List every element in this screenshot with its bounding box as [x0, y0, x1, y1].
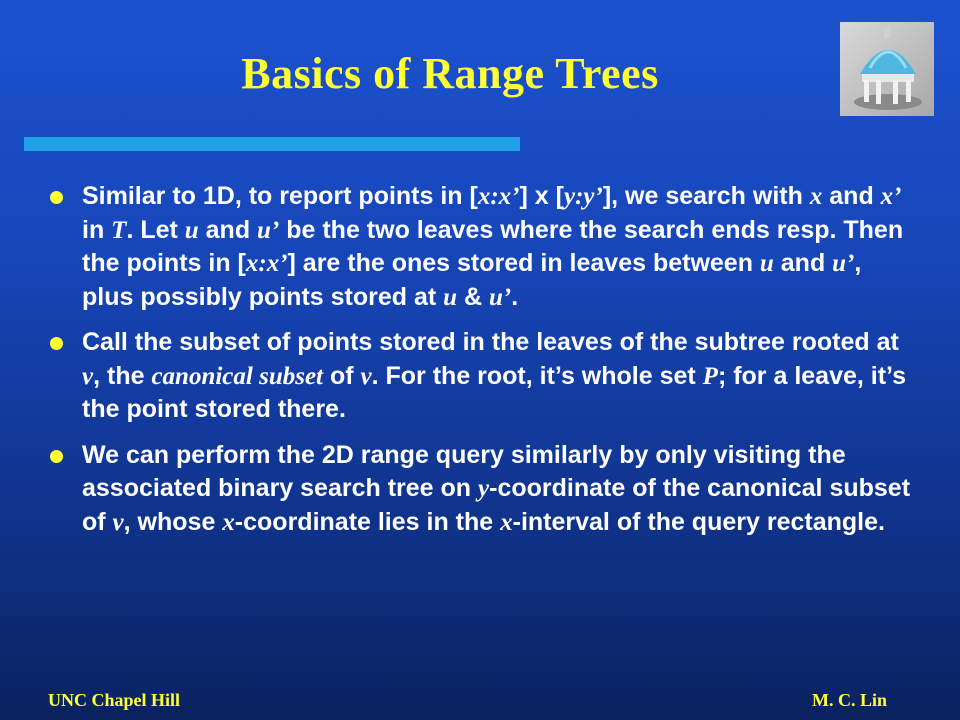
unc-old-well-logo-icon	[840, 22, 934, 116]
footer-affiliation: UNC Chapel Hill	[48, 690, 181, 710]
title-underline-bar	[24, 137, 520, 151]
slide-title: Basics of Range Trees	[241, 49, 659, 98]
bullet-list	[44, 180, 914, 551]
bullet-dot	[50, 450, 63, 463]
bullet-text: Call the subset of points stored in the leaves of the subtree rooted at v, the canonical subset of v. For the root, it’s whole set P; for a leave, it’s the point stored there.	[82, 328, 906, 423]
bullet-text: Similar to 1D, to report points in [x:x’] x [y:y’], we search with x and x’ in T. Let u and u’ be the two leaves where the search ends resp. Then the points in [x:x’] are the ones stored in leaves between u and u’, plus possibly points stored at u & u’.	[82, 182, 904, 311]
bullet-item	[44, 439, 914, 540]
bullet-item	[44, 180, 914, 314]
bullet-item	[44, 326, 914, 427]
bullet-text: We can perform the 2D range query similarly by only visiting the associated binary search tree on y-coordinate of the canonical subset of v, whose x-coordinate lies in the x-interval of the query rectangle.	[82, 440, 911, 536]
bullet-dot	[50, 191, 63, 204]
bullet-dot	[50, 337, 63, 350]
footer-author: M. C. Lin	[812, 690, 888, 710]
